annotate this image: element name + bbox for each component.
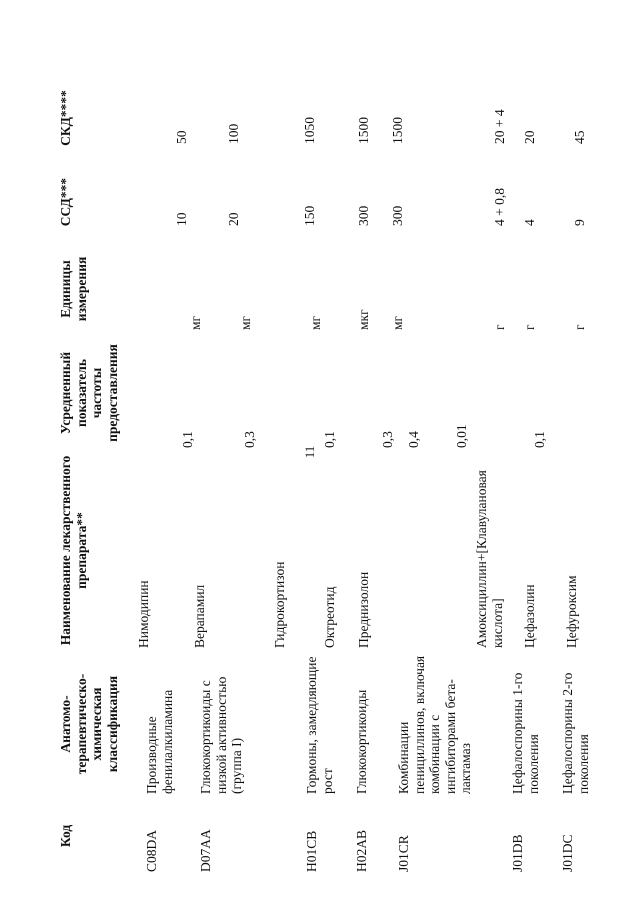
row-frequency: 0,1	[532, 431, 547, 448]
row-unit: г	[492, 324, 507, 330]
header-frequency: Усредненный показатель частоты предоставления	[58, 344, 120, 442]
row-frequency: 0,01	[454, 424, 469, 448]
row-code: C08DA	[144, 829, 159, 872]
row-frequency: 0,1	[322, 431, 337, 448]
row-skd: 100	[226, 123, 241, 144]
row-skd: 20 + 4	[492, 109, 507, 144]
row-ssd: 9	[572, 219, 587, 226]
row-skd: 1050	[302, 117, 317, 144]
row-code: J01CR	[396, 835, 411, 872]
header-name: Наименование лекарственного препарата**	[58, 455, 89, 646]
row-atc: Цефалоспорины 1-го поколения	[510, 672, 541, 794]
header-code: Код	[58, 824, 73, 848]
row-unit: мг	[238, 315, 253, 330]
row-name: Цефуроксим	[564, 575, 579, 648]
row-unit: мг	[308, 315, 323, 330]
row-atc: Комбинации пенициллинов, включая комбинации с ингибиторами бета-лактамаз	[396, 655, 473, 794]
row-frequency: 0,4	[406, 431, 421, 448]
row-skd: 1500	[356, 117, 371, 144]
row-name: Преднизолон	[356, 571, 371, 648]
row-name: Верапамил	[192, 584, 207, 648]
row-skd: 20	[522, 130, 537, 144]
page-number: 11	[302, 445, 317, 459]
header-ssd: ССД***	[58, 177, 73, 227]
row-frequency: 0,1	[180, 431, 195, 448]
row-ssd: 300	[390, 205, 405, 226]
row-name: Амоксициллин+[Клавулановая кислота]	[474, 470, 505, 648]
header-atc: Анатомо-терапевтическо-химическая классификация	[58, 673, 120, 775]
row-code: J01DB	[510, 834, 525, 872]
row-skd: 1500	[390, 117, 405, 144]
row-code: J01DC	[560, 834, 575, 872]
drug-table	[50, 20, 610, 880]
row-unit: г	[522, 324, 537, 330]
row-name: Октреотид	[322, 586, 337, 648]
row-ssd: 4	[522, 219, 537, 226]
row-name: Нимодипин	[136, 580, 151, 648]
row-name: Цефазолин	[522, 584, 537, 648]
row-skd: 50	[174, 130, 189, 144]
row-atc: Производные фенилалкиламина	[144, 689, 175, 794]
row-unit: г	[572, 324, 587, 330]
row-frequency: 0,3	[242, 431, 257, 448]
row-atc: Глюкокортикоиды с низкой активностью (группа I)	[198, 676, 244, 794]
row-unit: мг	[188, 315, 203, 330]
row-code: H02AB	[354, 829, 369, 872]
row-code: D07AA	[198, 829, 213, 872]
header-skd: СКД****	[58, 90, 73, 146]
row-name: Гидрокортизон	[272, 561, 287, 648]
row-atc: Цефалоспорины 2-го поколения	[560, 672, 591, 794]
row-ssd: 150	[302, 205, 317, 226]
row-atc: Глюкокортикоиды	[354, 689, 369, 794]
row-unit: мкг	[356, 309, 371, 330]
row-atc: Гормоны, замедляющие рост	[304, 656, 335, 794]
row-ssd: 10	[174, 212, 189, 226]
row-ssd: 4 + 0,8	[492, 188, 507, 226]
row-frequency: 0,3	[380, 431, 395, 448]
row-code: H01CB	[304, 830, 319, 872]
row-unit: мг	[390, 315, 405, 330]
header-unit: Единицы измерения	[58, 256, 89, 322]
row-ssd: 300	[356, 205, 371, 226]
row-ssd: 20	[226, 212, 241, 226]
row-skd: 45	[572, 130, 587, 144]
